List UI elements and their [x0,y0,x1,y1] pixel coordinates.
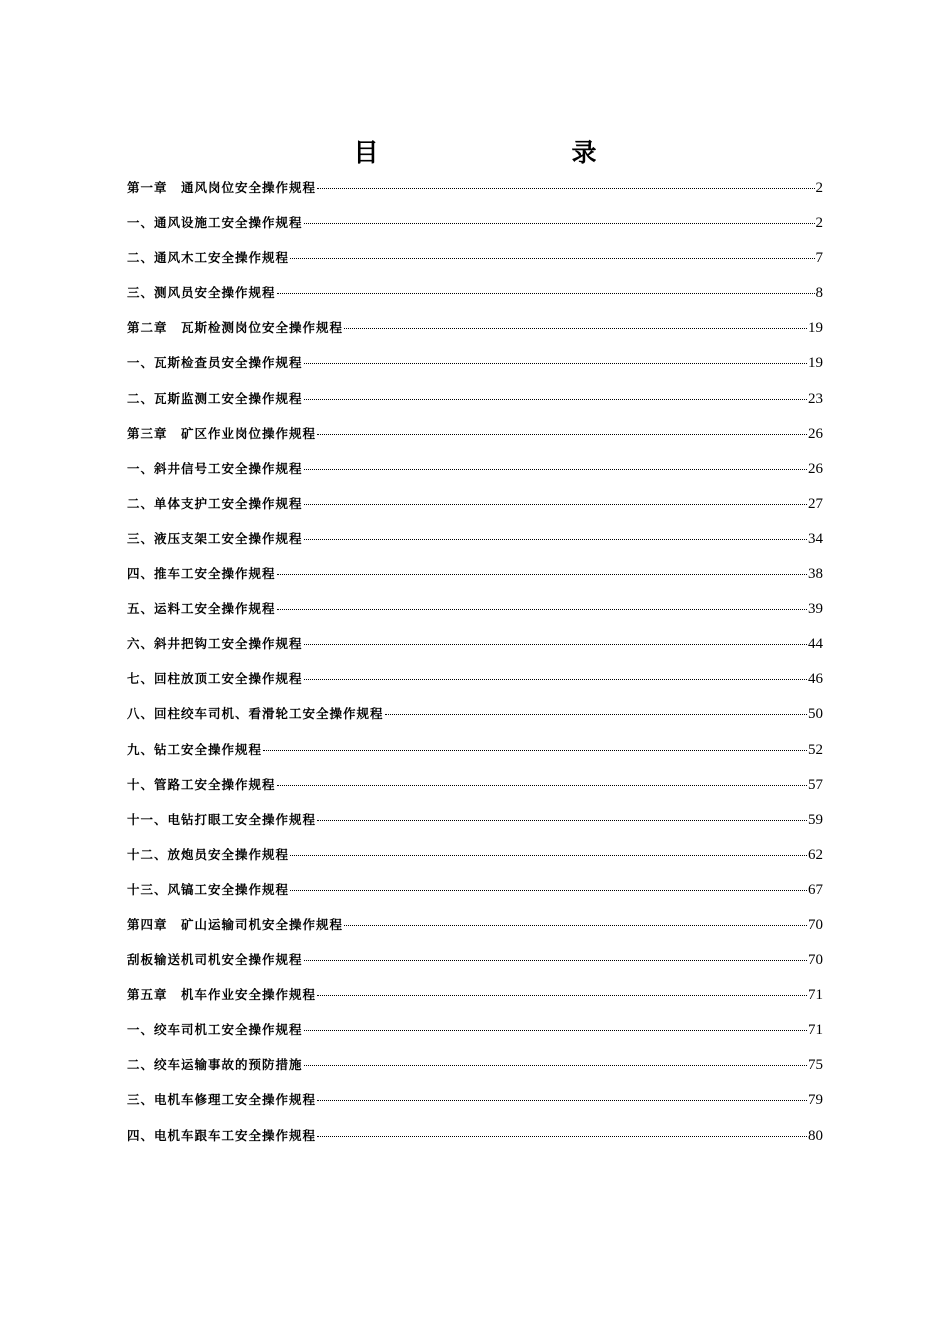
toc-entry-page: 80 [808,1127,823,1144]
dot-leader [317,1100,807,1101]
toc-entry-page: 26 [808,425,823,442]
dot-leader [304,679,807,680]
toc-entry[interactable] [127,837,823,872]
dot-leader [304,960,807,961]
toc-entry-page: 46 [808,671,823,688]
toc-entry-label: 九、钻工安全操作规程 [127,741,263,757]
toc-entry-label: 二、绞车运输事故的预防措施 [127,1057,303,1073]
toc-entry[interactable] [127,1012,823,1047]
toc-entry-label: 三、电机车修理工安全操作规程 [127,1092,317,1108]
toc-entry-page: 23 [808,390,823,407]
toc-entry-label: 八、回柱绞车司机、看滑轮工安全操作规程 [127,706,384,722]
toc-entry[interactable] [127,942,823,977]
toc-entry-page: 71 [808,987,823,1004]
toc-entry-page: 38 [808,566,823,583]
toc-entry[interactable] [127,732,823,767]
toc-entry[interactable] [127,591,823,626]
toc-entry[interactable] [127,486,823,521]
toc-entry-page: 7 [815,250,823,267]
toc-entry-label: 第三章 矿区作业岗位操作规程 [127,425,317,441]
toc-entry-page: 70 [808,916,823,933]
toc-entry-label: 一、通风设施工安全操作规程 [127,215,303,231]
toc-entry-label: 二、单体支护工安全操作规程 [127,495,303,511]
toc-entry-label: 第四章 矿山运输司机安全操作规程 [127,916,344,932]
toc-entry[interactable] [127,521,823,556]
toc-entry-page: 50 [808,706,823,723]
toc-entry-page: 71 [808,1022,823,1039]
toc-entry-label: 四、推车工安全操作规程 [127,566,276,582]
dot-leader [317,995,807,996]
dot-leader [344,328,807,329]
toc-entry[interactable] [127,907,823,942]
toc-entry-page: 39 [808,601,823,618]
page-title: 目 录 [353,138,681,167]
dot-leader [304,1030,807,1031]
toc-entry-label: 二、通风木工安全操作规程 [127,250,290,266]
toc-entry[interactable] [127,1082,823,1117]
toc-entry-page: 75 [808,1057,823,1074]
toc-entry[interactable] [127,451,823,486]
toc-entry-label: 十三、风镐工安全操作规程 [127,881,290,897]
dot-leader [304,223,815,224]
toc-entry-page: 34 [808,530,823,547]
dot-leader [263,750,807,751]
dot-leader [277,293,815,294]
dot-leader [344,925,807,926]
toc-entry-page: 67 [808,881,823,898]
toc-entry[interactable] [127,626,823,661]
toc-entry-page: 2 [815,215,823,232]
toc-entry[interactable] [127,416,823,451]
dot-leader [304,644,807,645]
table-of-contents [127,170,823,1153]
toc-entry-page: 70 [808,952,823,969]
toc-entry[interactable] [127,661,823,696]
toc-entry-page: 57 [808,776,823,793]
toc-entry-label: 三、测风员安全操作规程 [127,285,276,301]
dot-leader [290,890,807,891]
toc-entry-label: 二、瓦斯监测工安全操作规程 [127,390,303,406]
toc-entry-label: 六、斜井把钩工安全操作规程 [127,636,303,652]
toc-entry[interactable] [127,767,823,802]
toc-entry-page: 19 [808,320,823,337]
toc-entry-label: 第一章 通风岗位安全操作规程 [127,180,317,195]
toc-entry[interactable] [127,381,823,416]
toc-entry[interactable] [127,275,823,310]
toc-entry-label: 一、斜井信号工安全操作规程 [127,460,303,476]
dot-leader [304,399,807,400]
toc-entry-label: 十一、电钻打眼工安全操作规程 [127,811,317,827]
toc-entry-page: 8 [815,285,823,302]
toc-entry[interactable] [127,556,823,591]
dot-leader [317,434,807,435]
toc-entry[interactable] [127,696,823,731]
toc-entry-page: 44 [808,636,823,653]
toc-entry[interactable] [127,802,823,837]
dot-leader [304,363,807,364]
toc-entry-label: 第五章 机车作业安全操作规程 [127,987,317,1003]
toc-entry[interactable] [127,205,823,240]
toc-entry-label: 十、管路工安全操作规程 [127,776,276,792]
dot-leader [317,820,807,821]
dot-leader [304,469,807,470]
toc-entry[interactable] [127,170,823,205]
toc-entry-page: 52 [808,741,823,758]
dot-leader [277,609,807,610]
toc-entry-page: 59 [808,811,823,828]
toc-entry[interactable] [127,240,823,275]
toc-entry-page: 79 [808,1092,823,1109]
toc-entry-page: 27 [808,495,823,512]
dot-leader [304,1065,807,1066]
toc-entry-page: 62 [808,846,823,863]
dot-leader [304,539,807,540]
dot-leader [304,504,807,505]
toc-entry-page: 26 [808,460,823,477]
toc-entry-label: 四、电机车跟车工安全操作规程 [127,1127,317,1143]
toc-entry[interactable] [127,1047,823,1082]
toc-entry-label: 三、液压支架工安全操作规程 [127,530,303,546]
dot-leader [290,258,814,259]
toc-entry-label: 一、瓦斯检查员安全操作规程 [127,355,303,371]
dot-leader [385,714,807,715]
toc-entry[interactable] [127,977,823,1012]
toc-entry-page: 19 [808,355,823,372]
dot-leader [290,855,807,856]
dot-leader [317,1136,807,1137]
toc-entry-label: 五、运料工安全操作规程 [127,601,276,617]
dot-leader [317,188,814,189]
toc-entry[interactable] [127,310,823,345]
toc-entry[interactable] [127,345,823,380]
toc-entry-label: 十二、放炮员安全操作规程 [127,846,290,862]
toc-entry-label: 一、绞车司机工安全操作规程 [127,1022,303,1038]
dot-leader [277,574,807,575]
toc-entry-label: 七、回柱放顶工安全操作规程 [127,671,303,687]
toc-entry-page: 2 [815,180,823,196]
toc-entry[interactable] [127,1118,823,1153]
toc-entry-label: 第二章 瓦斯检测岗位安全操作规程 [127,320,344,336]
toc-entry[interactable] [127,872,823,907]
toc-entry-label: 刮板输送机司机安全操作规程 [127,952,303,968]
dot-leader [277,785,807,786]
